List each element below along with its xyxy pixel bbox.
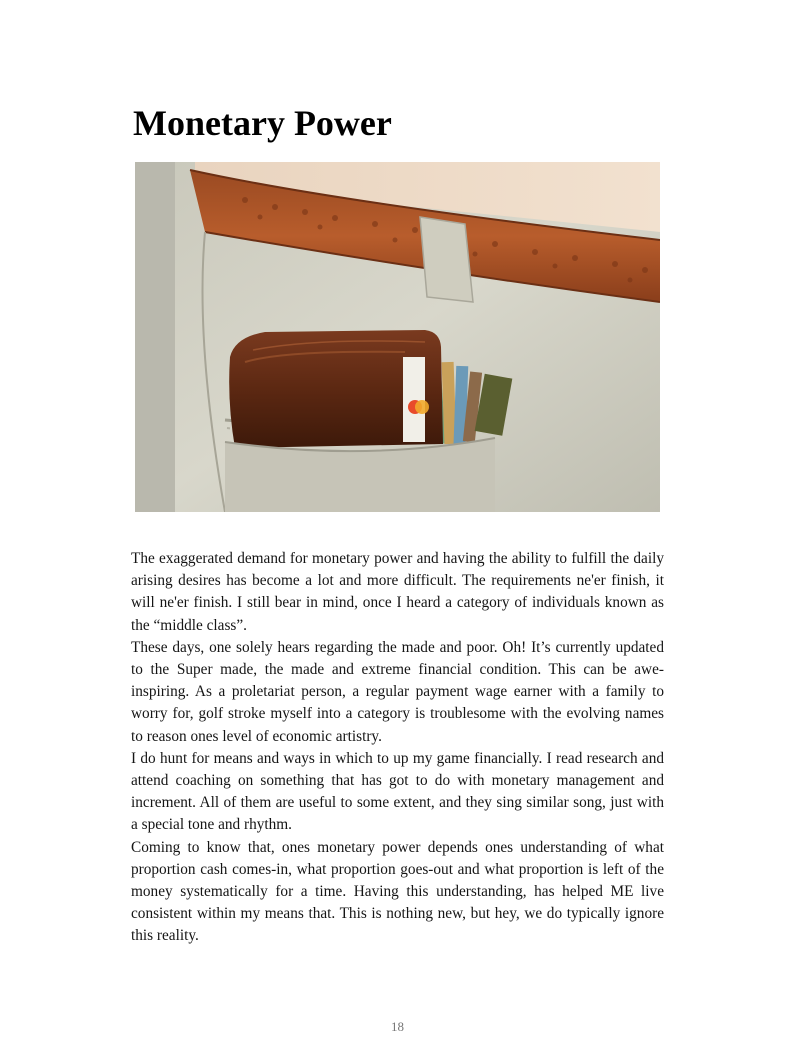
paragraph: Coming to know that, ones monetary power depends ones understanding of what proportion cash comes-in, what proportion goes-out and what proportion is left of the money systematically for a time. Having this understanding, has helped ME live consistent within my means that. This is nothing new, but hey, we do typically ignore this reality. xyxy=(131,838,664,945)
page-title: Monetary Power xyxy=(133,103,392,143)
wallet-in-pocket-photo xyxy=(135,162,660,512)
paragraph: I do hunt for means and ways in which to up my game financially. I read research and attend coaching on something that has got to do with monetary management and increment. All of them are useful to some extent, and they sing similar song, just with a special tone and rhythm. xyxy=(131,749,664,834)
body-text xyxy=(131,548,664,948)
page-number: 18 xyxy=(391,1019,404,1034)
paragraph: These days, one solely hears regarding the made and poor. Oh! It’s currently updated to the Super made, the made and extreme financial condition. This can be awe-inspiring. As a proletariat person, a regular payment wage earner with a family to worry for, golf stroke myself into a category is troublesome with the evolving names to reason ones level of economic artistry. xyxy=(131,638,664,745)
paragraph: The exaggerated demand for monetary power and having the ability to fulfill the daily arising desires has become a lot and more difficult. The requirements ne'er finish, it will ne'er finish. I still bear in mind, once I heard a category of individuals known as the “middle class”. xyxy=(131,550,664,634)
